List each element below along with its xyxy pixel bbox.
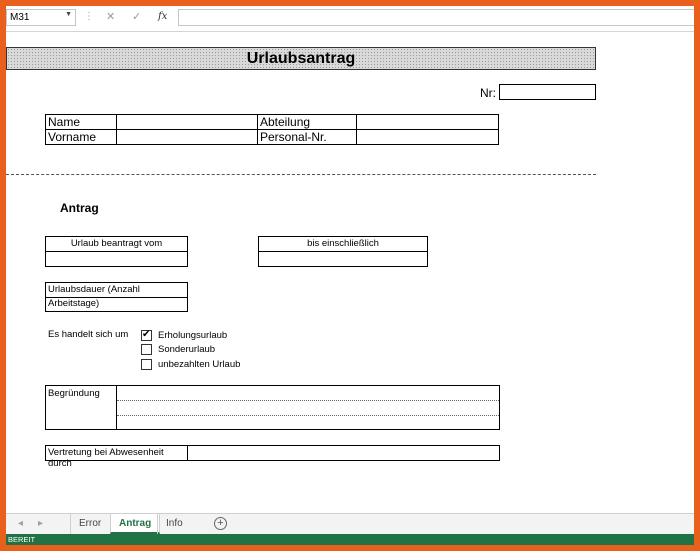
formula-input[interactable]: [178, 9, 694, 26]
checkbox-checked[interactable]: [141, 330, 152, 341]
more-icon[interactable]: ⋮: [84, 11, 94, 22]
checkbox[interactable]: [141, 344, 152, 355]
abteilung-label: Abteilung: [258, 115, 357, 130]
vorname-cell[interactable]: [117, 130, 258, 145]
name-cell[interactable]: [117, 115, 258, 130]
name-box-value: M31: [10, 12, 30, 23]
title-bar[interactable]: [6, 47, 596, 70]
begruendung-line[interactable]: [117, 400, 499, 401]
begruendung-label: Begründung: [46, 386, 117, 429]
enter-icon[interactable]: ✓: [132, 11, 142, 23]
name-label: Name: [46, 115, 117, 130]
chevron-left-icon[interactable]: ◂: [18, 518, 24, 529]
bis-cell[interactable]: [259, 252, 427, 266]
formula-bar: [6, 6, 694, 32]
option-sonderurlaub[interactable]: [141, 343, 215, 355]
abteilung-cell[interactable]: [357, 115, 499, 130]
add-sheet-icon[interactable]: +: [214, 517, 227, 530]
personal-nr-label: Personal-Nr.: [258, 130, 357, 145]
checkbox[interactable]: [141, 359, 152, 370]
begruendung-line[interactable]: [117, 415, 499, 416]
cancel-icon[interactable]: ✕: [106, 11, 116, 23]
option-label: Sonderurlaub: [158, 343, 216, 355]
excel-window: [6, 6, 694, 545]
vertretung-box: [45, 445, 500, 469]
urlaub-vom-cell[interactable]: [46, 252, 187, 266]
nr-cell[interactable]: [499, 84, 596, 100]
sheet-tab-bar: [6, 513, 694, 534]
tab-antrag[interactable]: Antrag: [110, 514, 160, 534]
form-title: Urlaubsantrag: [246, 50, 356, 67]
urlaub-vom-label: Urlaub beantragt vom: [46, 237, 187, 252]
status-bar: BEREIT: [6, 534, 694, 545]
personal-table: [45, 114, 499, 145]
option-unbezahlt[interactable]: [141, 358, 240, 370]
tab-error[interactable]: Error: [70, 514, 109, 534]
personal-nr-cell[interactable]: [357, 130, 499, 145]
option-label: Erholungsurlaub: [158, 329, 228, 341]
nr-label: Nr:: [480, 86, 496, 100]
function-icon[interactable]: fx: [158, 11, 168, 22]
vertretung-label: Vertretung bei Abwesenheit durch: [46, 446, 188, 460]
option-erholungsurlaub[interactable]: [141, 329, 227, 341]
divider: [6, 174, 596, 175]
bis-box: [258, 236, 428, 267]
name-box[interactable]: [6, 9, 76, 26]
dauer-label: Urlaubsdauer (Anzahl Arbeitstage): [46, 283, 187, 298]
bis-label: bis einschließlich: [259, 237, 427, 252]
dauer-box: [45, 282, 188, 312]
begruendung-box: [45, 385, 500, 430]
tab-info[interactable]: Info: [157, 514, 191, 534]
antrag-heading: Antrag: [60, 201, 99, 215]
option-label: unbezahlten Urlaub: [158, 358, 241, 370]
chevron-down-icon[interactable]: ▼: [65, 11, 72, 18]
handelt-label: Es handelt sich um: [48, 329, 129, 340]
vorname-label: Vorname: [46, 130, 117, 145]
chevron-right-icon[interactable]: ▸: [38, 518, 44, 529]
urlaub-vom-box: [45, 236, 188, 267]
